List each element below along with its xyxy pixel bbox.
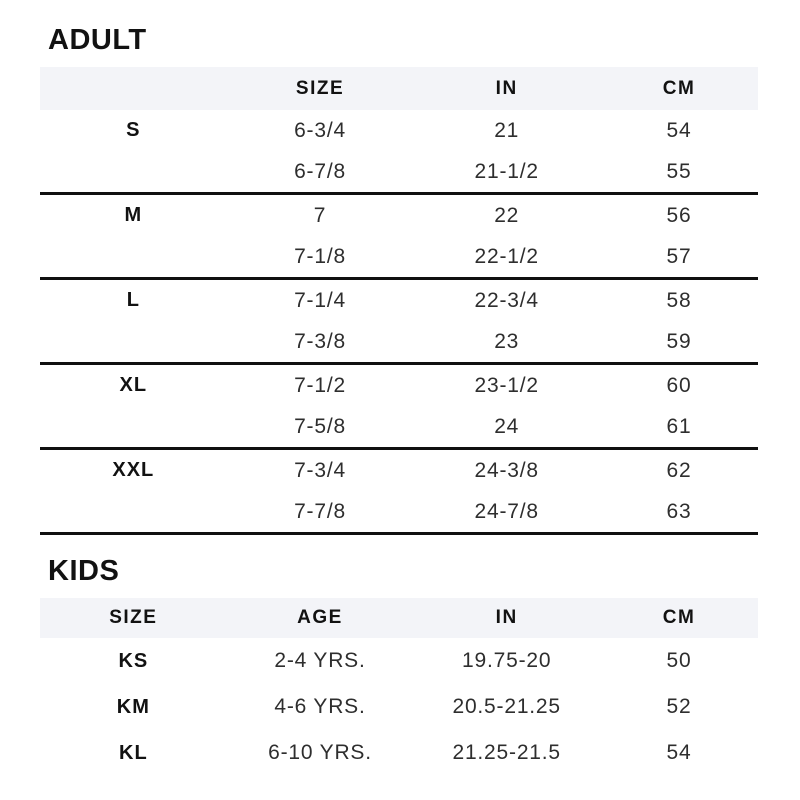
value-cell: 7-3/4 — [294, 458, 346, 482]
value-cell: 57 — [600, 236, 758, 279]
kids-table-body — [40, 638, 758, 776]
header-row — [40, 598, 758, 638]
column-header: SIZE — [227, 67, 414, 110]
value-cell: 24-3/8 — [474, 458, 539, 482]
table-row — [40, 236, 758, 279]
table-row — [40, 638, 758, 684]
table-row — [40, 321, 758, 364]
value-cell: 22-3/4 — [474, 288, 539, 312]
size-label-cell: XXL — [112, 459, 155, 481]
size-label-cell — [40, 491, 227, 534]
size-label-cell — [40, 406, 227, 449]
value-cell: 62 — [666, 458, 692, 482]
value-cell: 24 — [413, 406, 600, 449]
size-label-cell: XL — [119, 374, 148, 396]
column-header: CM — [600, 67, 758, 110]
table-row — [40, 194, 758, 237]
value-cell: 7 — [313, 203, 327, 227]
size-label-cell: KS — [118, 649, 149, 672]
value-cell: 7-1/2 — [294, 373, 346, 397]
value-cell: 6-10 YRS. — [268, 741, 372, 764]
value-cell: 23-1/2 — [474, 373, 539, 397]
size-label-cell: M — [124, 204, 143, 226]
table-row — [40, 684, 758, 730]
table-row — [40, 449, 758, 492]
value-cell: 58 — [666, 288, 692, 312]
column-header: AGE — [227, 598, 414, 638]
value-cell: 4-6 YRS. — [274, 695, 366, 718]
adult-section-title: ADULT — [48, 24, 147, 56]
size-label-cell — [40, 236, 227, 279]
table-row — [40, 151, 758, 194]
column-header: IN — [413, 598, 600, 638]
value-cell: 21.25-21.5 — [452, 741, 561, 764]
value-cell: 2-4 YRS. — [274, 649, 366, 672]
size-label-cell: KL — [119, 741, 148, 764]
value-cell: 6-3/4 — [294, 118, 346, 142]
adult-size-table — [40, 67, 758, 535]
kids-size-table — [40, 598, 758, 776]
adult-section — [40, 26, 758, 535]
value-cell: 7-1/4 — [294, 288, 346, 312]
value-cell: 23 — [413, 321, 600, 364]
value-cell: 20.5-21.25 — [452, 695, 561, 718]
kids-section — [40, 557, 758, 776]
column-header: SIZE — [40, 598, 227, 638]
value-cell: 24-7/8 — [413, 491, 600, 534]
adult-table-header — [40, 67, 758, 110]
adult-table-body — [40, 110, 758, 534]
table-row — [40, 110, 758, 151]
column-header — [40, 67, 227, 110]
value-cell: 6-7/8 — [227, 151, 414, 194]
size-label-cell — [40, 151, 227, 194]
size-label-cell: S — [126, 119, 141, 141]
table-row — [40, 406, 758, 449]
kids-table-header — [40, 598, 758, 638]
value-cell: 22-1/2 — [413, 236, 600, 279]
size-label-cell — [40, 321, 227, 364]
value-cell: 54 — [666, 118, 692, 142]
table-row — [40, 730, 758, 776]
value-cell: 7-5/8 — [227, 406, 414, 449]
value-cell: 7-3/8 — [227, 321, 414, 364]
value-cell: 59 — [600, 321, 758, 364]
value-cell: 21-1/2 — [413, 151, 600, 194]
value-cell: 56 — [666, 203, 692, 227]
column-header: CM — [600, 598, 758, 638]
value-cell: 52 — [666, 695, 692, 718]
value-cell: 55 — [600, 151, 758, 194]
value-cell: 54 — [666, 741, 692, 764]
value-cell: 19.75-20 — [462, 649, 552, 672]
table-row — [40, 279, 758, 322]
value-cell: 63 — [600, 491, 758, 534]
table-row — [40, 491, 758, 534]
header-row — [40, 67, 758, 110]
kids-section-title: KIDS — [48, 555, 120, 587]
value-cell: 7-1/8 — [227, 236, 414, 279]
value-cell: 22 — [494, 203, 520, 227]
value-cell: 7-7/8 — [227, 491, 414, 534]
size-label-cell: L — [126, 289, 140, 311]
value-cell: 61 — [600, 406, 758, 449]
value-cell: 50 — [666, 649, 692, 672]
table-row — [40, 364, 758, 407]
value-cell: 21 — [494, 118, 520, 142]
value-cell: 60 — [666, 373, 692, 397]
column-header: IN — [413, 67, 600, 110]
size-label-cell: KM — [116, 695, 150, 718]
